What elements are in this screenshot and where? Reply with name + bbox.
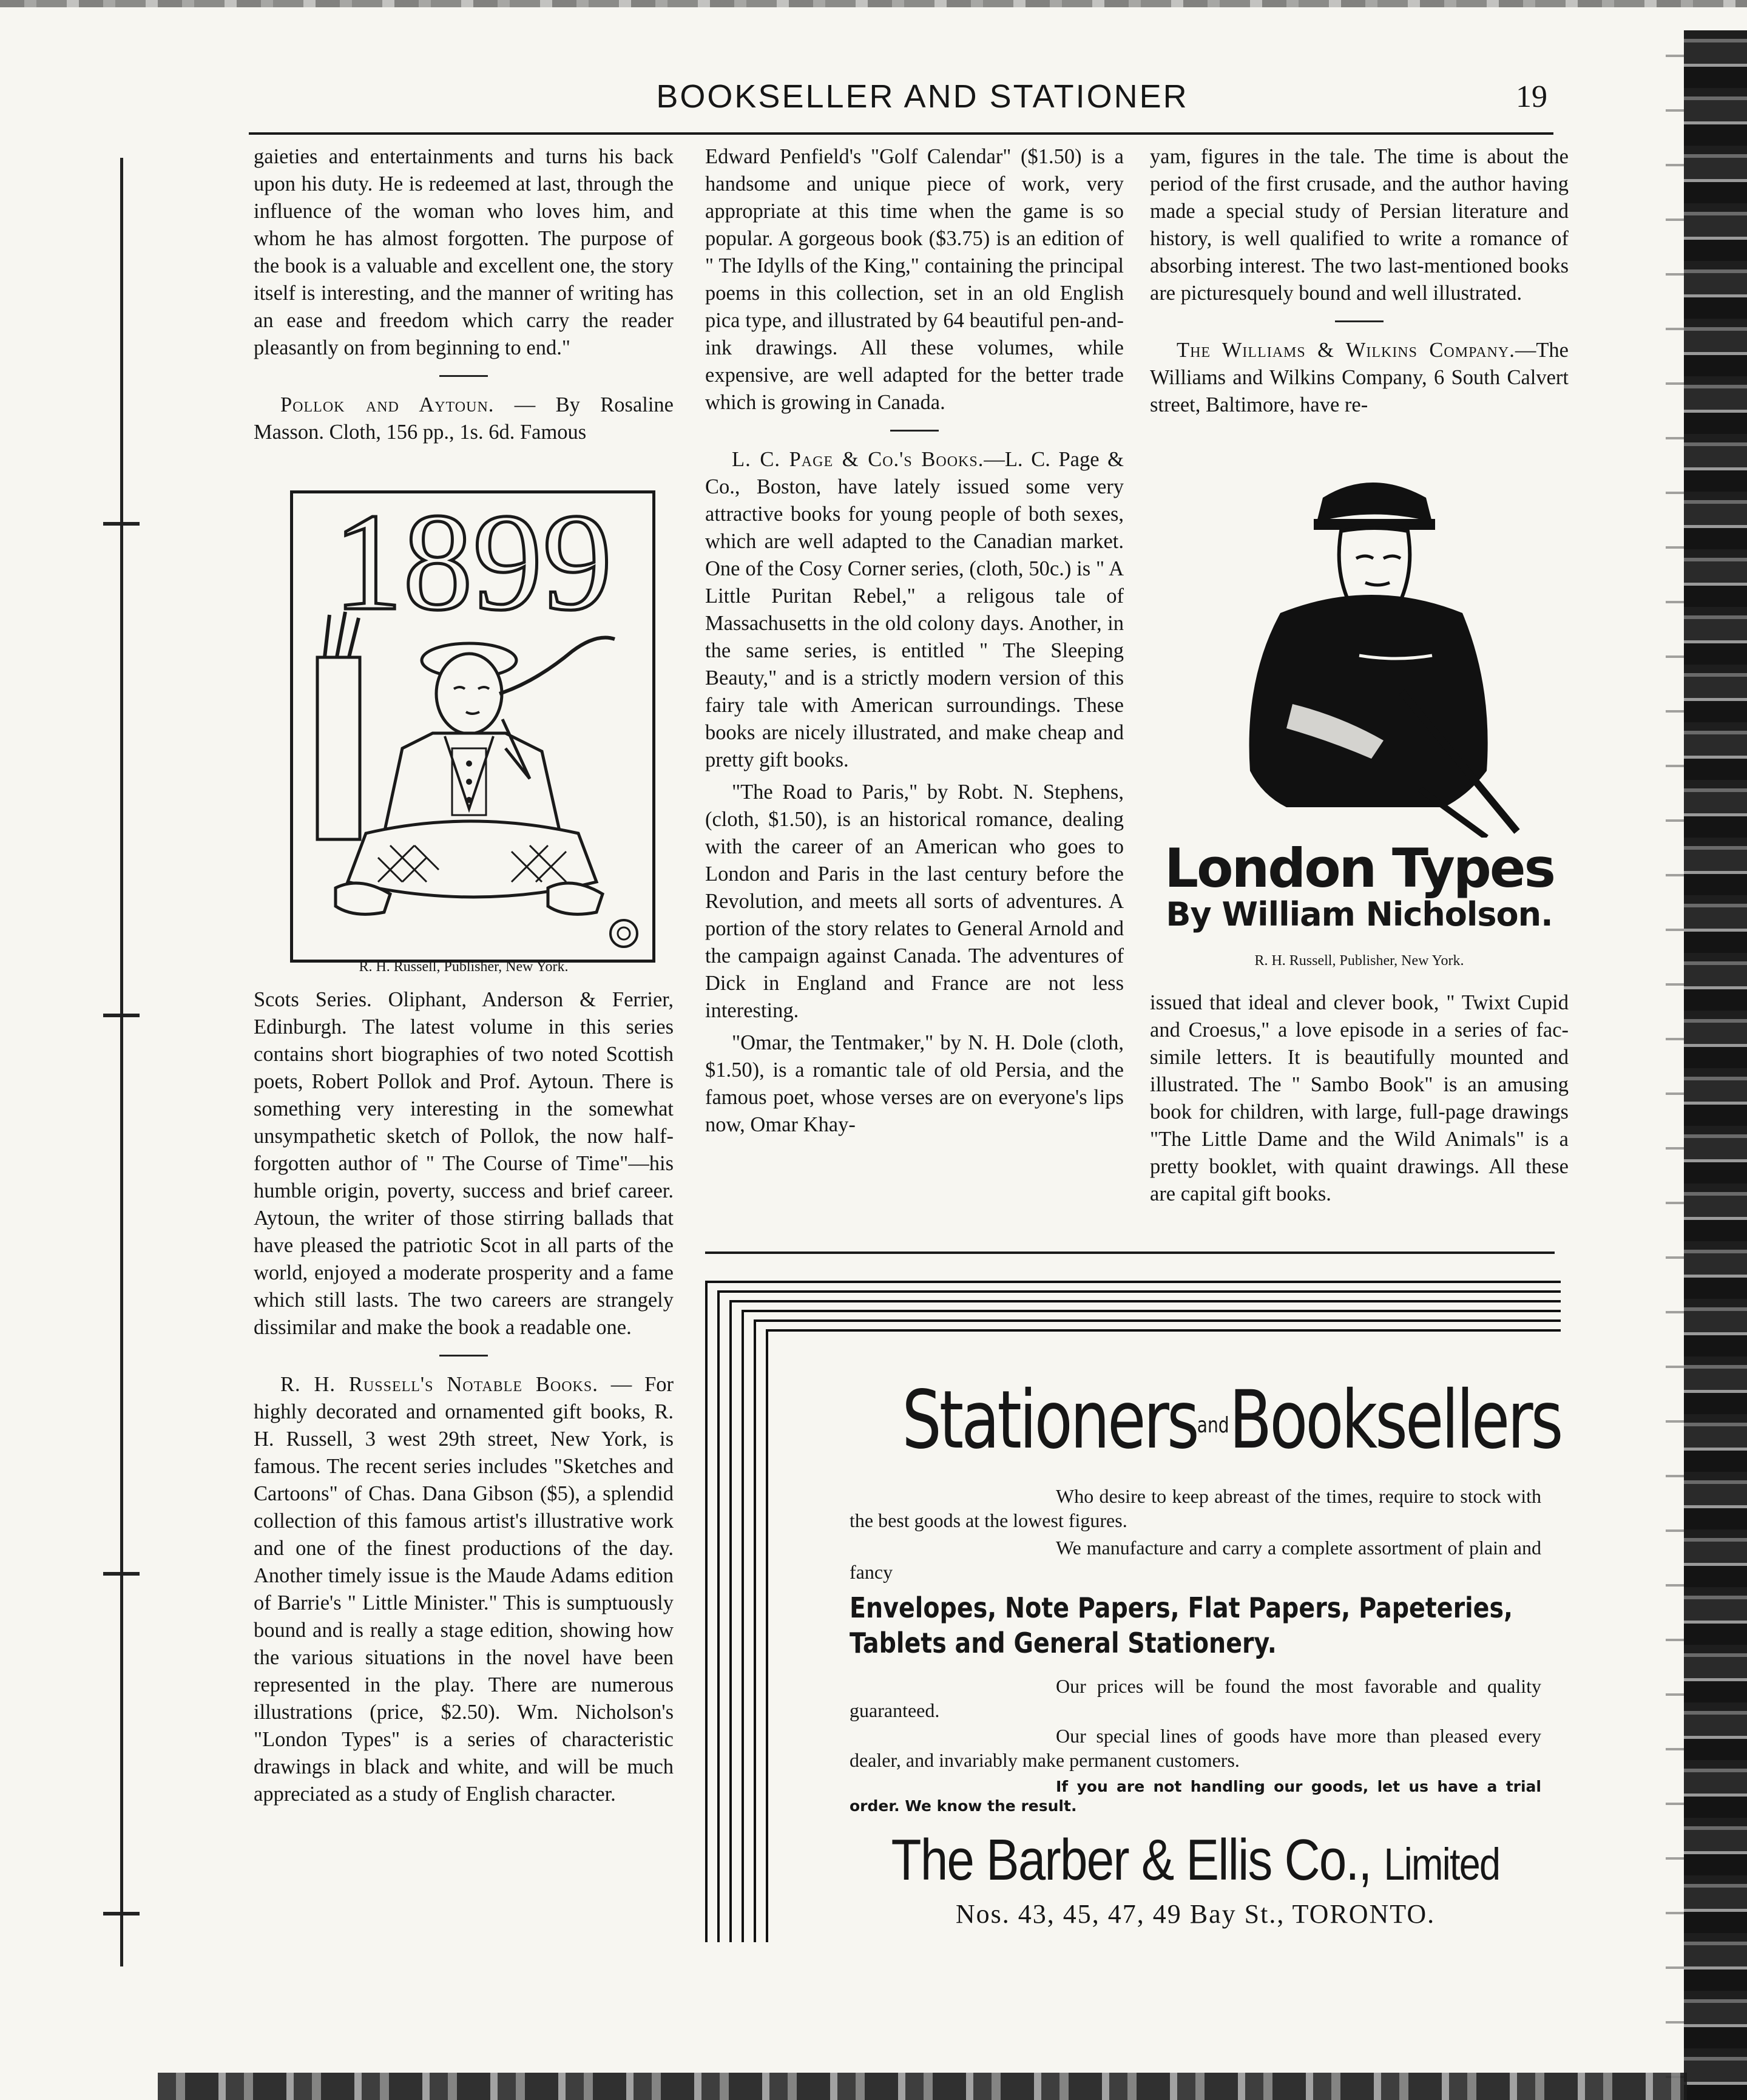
ad-company-limited: Limited xyxy=(1384,1839,1500,1889)
paragraph: "Omar, the Tentmaker," by N. H. Dole (cloth, $1.50), is a romantic tale of old Persia, and the famous poet, whose verses are on everyone's lips now, Omar Khay- xyxy=(705,1031,1124,1136)
page-number: 19 xyxy=(1516,80,1547,114)
ad-product-line: Tablets and General Stationery. xyxy=(850,1627,1277,1659)
section-heading: The Williams & Wilkins Company. xyxy=(1177,339,1515,362)
section-heading: R. H. Russell's Notable Books. xyxy=(280,1373,598,1396)
header-rule xyxy=(249,132,1553,135)
paragraph: Scots Series. Oliphant, Anderson & Ferrier, Edinburgh. The latest volume in this series contains short biographies of two noted Scottish poets, Robert Pollok and Prof. Aytoun. There is something very interesting in the somewhat unsympathetic sketch of Pollok, the now half-forgotten author of " The Course of Time"—his humble origin, poverty, success and brief career. Aytoun, the writer of those stirring ballads that have pleased the patriotic Scot in all parts of the world, enjoyed a moderate prosperity and a fame which still lasts. The two careers are strangely dissimilar and make the book a readable one. xyxy=(254,988,674,1339)
advertisement-top-rule xyxy=(705,1252,1555,1254)
column-3-top xyxy=(1150,143,1569,424)
london-types-author: By William Nicholson. xyxy=(1166,895,1553,933)
paragraph: Edward Penfield's "Golf Calendar" ($1.50) is a handsome and unique piece of work, very appropriate at this time when the game is so popular. A gorgeous book ($3.75) is an edition of " The Idylls of the King," containing the principal poems in this collection, set in an old English pica type, and illustrated by 64 beautiful pen-and-ink drawings. All these volumes, while expensive, are well adapted for the better trade which is growing in Canada. xyxy=(705,145,1124,414)
scan-edge-shadow xyxy=(1666,36,1684,2100)
paragraph xyxy=(254,1371,674,1808)
column-2 xyxy=(705,143,1124,1143)
section-divider xyxy=(890,430,939,432)
paragraph-text: —L. C. Page & Co., Boston, have lately issued some very attractive books for young people of both sexes, which are well adapted to the Canadian market. One of the Cosy Corner series, (cloth, 50c.) is " A Little Puritan Rebel," a religous tale of Massachusetts in the old colony days. Another, in the same series, is entitled " The Sleeping Beauty," and is a strictly modern version of this fairy tale with American surroundings. These books are nicely illustrated, and make cheap and pretty gift books. xyxy=(705,448,1124,771)
binding-tick xyxy=(103,1572,140,1576)
ad-headline-left: Stationers xyxy=(902,1373,1197,1467)
calendar-1899-illustration xyxy=(290,490,655,963)
paragraph: issued that ideal and clever book, " Twixt Cupid and Croesus," a love episode in a series of fac-simile letters. It is beautifully mounted and illustrated. The " Sambo Book" is an amusing book for children, with large, full-page drawings "The Little Dame and the Wild Animals" is a pretty booklet, with quaint drawings. All these are capital gift books. xyxy=(1150,991,1569,1205)
scan-edge-top xyxy=(0,0,1747,7)
binding-rule xyxy=(120,158,123,1966)
ad-headline-right: Booksellers xyxy=(1229,1373,1561,1467)
section-heading: L. C. Page & Co.'s Books. xyxy=(732,448,984,471)
paragraph xyxy=(254,391,674,446)
london-types-title: London Types xyxy=(1164,837,1554,899)
paragraph: yam, figures in the tale. The time is about the period of the first crusade, and the author having made a special study of Persian literature and history, is well qualified to write a romance of absorbing interest. The two last-mentioned books are picturesquely bound and well illustrated. xyxy=(1150,145,1569,305)
section-divider xyxy=(1335,320,1384,322)
ad-paragraph: Our special lines of goods have more than pleased every dealer, and invariably make permanent customers. xyxy=(850,1725,1541,1771)
illustration-caption: R. H. Russell, Publisher, New York. xyxy=(1254,953,1464,969)
paragraph xyxy=(705,446,1124,774)
ad-call-to-action: If you are not handling our goods, let us have a trial order. We know the result. xyxy=(850,1778,1541,1815)
ad-headline xyxy=(902,1373,1561,1468)
section-divider xyxy=(439,375,488,377)
ad-address: Nos. 43, 45, 47, 49 Bay St., TORONTO. xyxy=(955,1899,1436,1929)
paragraph xyxy=(1150,337,1569,419)
scan-edge-right xyxy=(1684,30,1747,2100)
poster-year: 1899 xyxy=(333,493,612,639)
binding-tick xyxy=(103,1014,140,1017)
column-1-top xyxy=(254,143,674,451)
binding-tick xyxy=(103,522,140,526)
ad-paragraph: Our prices will be found the most favorable and quality guaranteed. xyxy=(850,1675,1541,1721)
section-divider xyxy=(439,1355,488,1357)
running-head: BOOKSELLER AND STATIONER xyxy=(656,78,1189,115)
illustration-caption: R. H. Russell, Publisher, New York. xyxy=(359,959,569,975)
paragraph-text: — For highly decorated and ornamented gift books, R. H. Russell, 3 west 29th street, New York, is famous. The recent series includes "Sketches and Cartoons" of Chas. Dana Gibson ($5), a splendid collection of this famous artist's illustrative work and one of the finest productions of the day. Another timely issue is the Maude Adams edition of Barrie's " Little Minister." This is sumptuously bound and is really a stage edition, showing how the various situations in the novel have been represented in the play. There are numerous illustrations (price, $2.50). Wm. Nicholson's "London Types" is a series of characteristic drawings in black and white, and will be much appreciated as a study of English character. xyxy=(254,1373,674,1806)
golfer-drawing xyxy=(293,493,652,960)
ad-product-line: Envelopes, Note Papers, Flat Papers, Papeteries, xyxy=(850,1591,1513,1624)
column-3-bottom xyxy=(1150,989,1569,1213)
section-heading: Pollok and Aytoun. xyxy=(280,393,495,416)
london-types-illustration xyxy=(1201,473,1541,838)
paragraph-text: — By Rosaline Masson. Cloth, 156 pp., 1s. 6d. Famous xyxy=(254,393,674,444)
ad-paragraph: Who desire to keep abreast of the times, require to stock with the best goods at the lowest figures. xyxy=(850,1485,1541,1531)
paragraph: gaieties and entertainments and turns his back upon his duty. He is redeemed at last, through the influence of the woman who loves him, and whom he has almost forgotten. The purpose of the book is a valuable and excellent one, the story itself is interesting, and the manner of writing has an ease and freedom which carry the reader pleasantly on from beginning to end." xyxy=(254,145,674,359)
binding-tick xyxy=(103,1912,140,1915)
paragraph-text: —The Williams and Wilkins Company, 6 South Calvert street, Baltimore, have re- xyxy=(1150,339,1569,416)
ad-headline-and: and xyxy=(1197,1412,1229,1438)
ad-product-list xyxy=(850,1590,1513,1661)
ad-border-top xyxy=(705,1281,1561,1347)
ad-company-main: The Barber & Ellis Co., xyxy=(891,1827,1371,1892)
ad-company-name xyxy=(876,1827,1515,1898)
ad-paragraph: We manufacture and carry a complete assortment of plain and fancy xyxy=(850,1537,1541,1583)
column-1-bottom xyxy=(254,986,674,1813)
paragraph: "The Road to Paris," by Robt. N. Stephens, (cloth, $1.50), is an historical romance, dealing with the career of an American who goes to London and Paris in the last century before the Revolution, and meets all sorts of adventures. A portion of the story relates to General Arnold and the campaign against Canada. The adventures of Dick in England and France are not less interesting. xyxy=(705,781,1124,1022)
scan-edge-bottom xyxy=(158,2073,1687,2100)
